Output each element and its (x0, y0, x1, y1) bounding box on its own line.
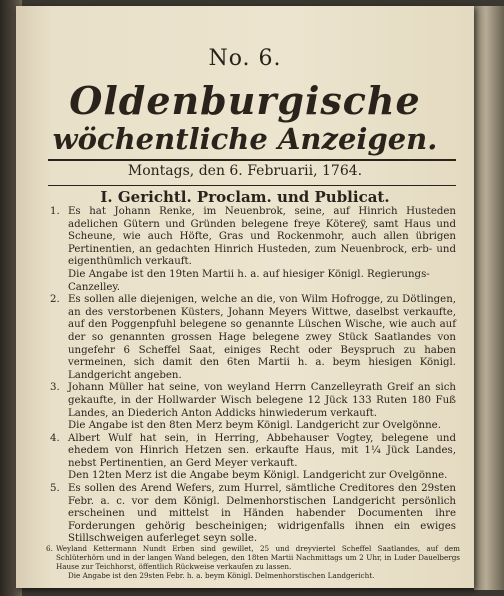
entry-text: Weyland Kettermann Nundt Erben sind gewillet, 25 und dreyviertel Scheffel Saatlandes, auf dem Schlüterhörn und in der langen Wand belegen, den 18ten Martii Nachmittags um 2 Uhr, in Luder Dauelbergs Hause zur Teichhorst, öffentlich Rückweise verkaufen zu lassen. (56, 544, 460, 571)
entry-number: 3. (50, 382, 60, 394)
entry-number: 5. (50, 483, 60, 495)
entry (50, 206, 456, 269)
small-print-entries (46, 544, 460, 580)
entry-number: 4. (50, 432, 60, 444)
header-rule-top (48, 159, 456, 161)
entry-text: Albert Wulf hat sein, in Herring, Abbehauser Vogtey, belegene und ehedem von Hinrich Hetzen sen. erkaufte Haus, mit 1¼ Jück Landes, nebst Pertinentien, an Gerd Meyer verkauft. (68, 432, 456, 469)
entry-text: Es sollen des Arend Wefers, zum Hurrel, sämtliche Creditores den 29sten Febr. a. c. vor dem Königl. Delmenhorstischen Landgericht persönlich erscheinen und mittelst in Händen habender Documenten ihre Forderungen gehörig bescheinigen; widrigenfalls ihnen ein ewiges Stillschweigen auferleget seyn solle. (68, 483, 456, 545)
entry (50, 483, 456, 546)
entry-text: Es sollen alle diejenigen, welche an die, von Wilm Hofrogge, zu Dötlingen, an des verstorbenen Küsters, Johann Meyers Wittwe, daselbst verkaufte, auf den Poggenpfuhl belegene so genannte Lüschen Wische, wie auch auf der so genannten grossen Hage belegene zwey Stück Saatlandes von ungefehr 6 Scheffel Saat, einiges Recht oder Beyspruch zu haben vermeinen, sich damit den 6ten Martii h. a. beym hiesigen Königl. Landgericht angeben. (68, 294, 456, 381)
page-stack-edge (474, 6, 504, 590)
entry-note: Die Angabe ist den 19ten Martii h. a. auf hiesiger Königl. Regierungs-Canzelley. (68, 268, 430, 293)
entry-number: 2. (50, 294, 60, 306)
small-entry (46, 544, 460, 571)
entry-note: Die Angabe ist den 29sten Febr. h. a. beym Königl. Delmenhorstischen Landgericht. (68, 571, 375, 580)
section-title: I. Gerichtl. Proclam. und Publicat. (100, 188, 390, 206)
entries-list (50, 206, 456, 546)
entry-note: Den 12ten Merz ist die Angabe beym Königl. Landgericht zur Ovelgönne. (68, 470, 448, 482)
entry-number: 6. (46, 544, 53, 553)
entry (50, 382, 456, 420)
entry-note: Die Angabe ist den 8ten Merz beym Königl. Landgericht zur Ovelgönne. (68, 420, 441, 432)
issue-number: No. 6. (208, 46, 282, 71)
issue-date: Montags, den 6. Februarii, 1764. (127, 163, 363, 179)
entry-text: Es hat Johann Renke, im Neuenbrok, seine, auf Hinrich Husteden adelichen Gütern und Gründen belegene freye Kötereÿ, samt Haus und Scheune, wie auch Höfte, Gras und Rockenmohr, auch allen übrigen Pertinentien, an gedachten Hinrich Husteden, zum Neuenbrock, erb- und eigenthümlich verkauft. (68, 206, 456, 268)
entry-text: Johann Müller hat seine, von weyland Herrn Canzelleyrath Greif an sich gekaufte, in der Hollwarder Wisch belegene 12 Jück 133 Ruten 180 Fuß Landes, an Diederich Anton Addicks hinwiederum verkauft. (68, 382, 456, 419)
header-rule-bottom (48, 185, 456, 186)
masthead-subtitle: wöchentliche Anzeigen. (52, 122, 438, 156)
masthead-title: Oldenburgische (69, 78, 421, 123)
newspaper-page (16, 6, 474, 588)
entry-number: 1. (50, 206, 60, 217)
entry (50, 433, 456, 471)
entry (50, 294, 456, 382)
